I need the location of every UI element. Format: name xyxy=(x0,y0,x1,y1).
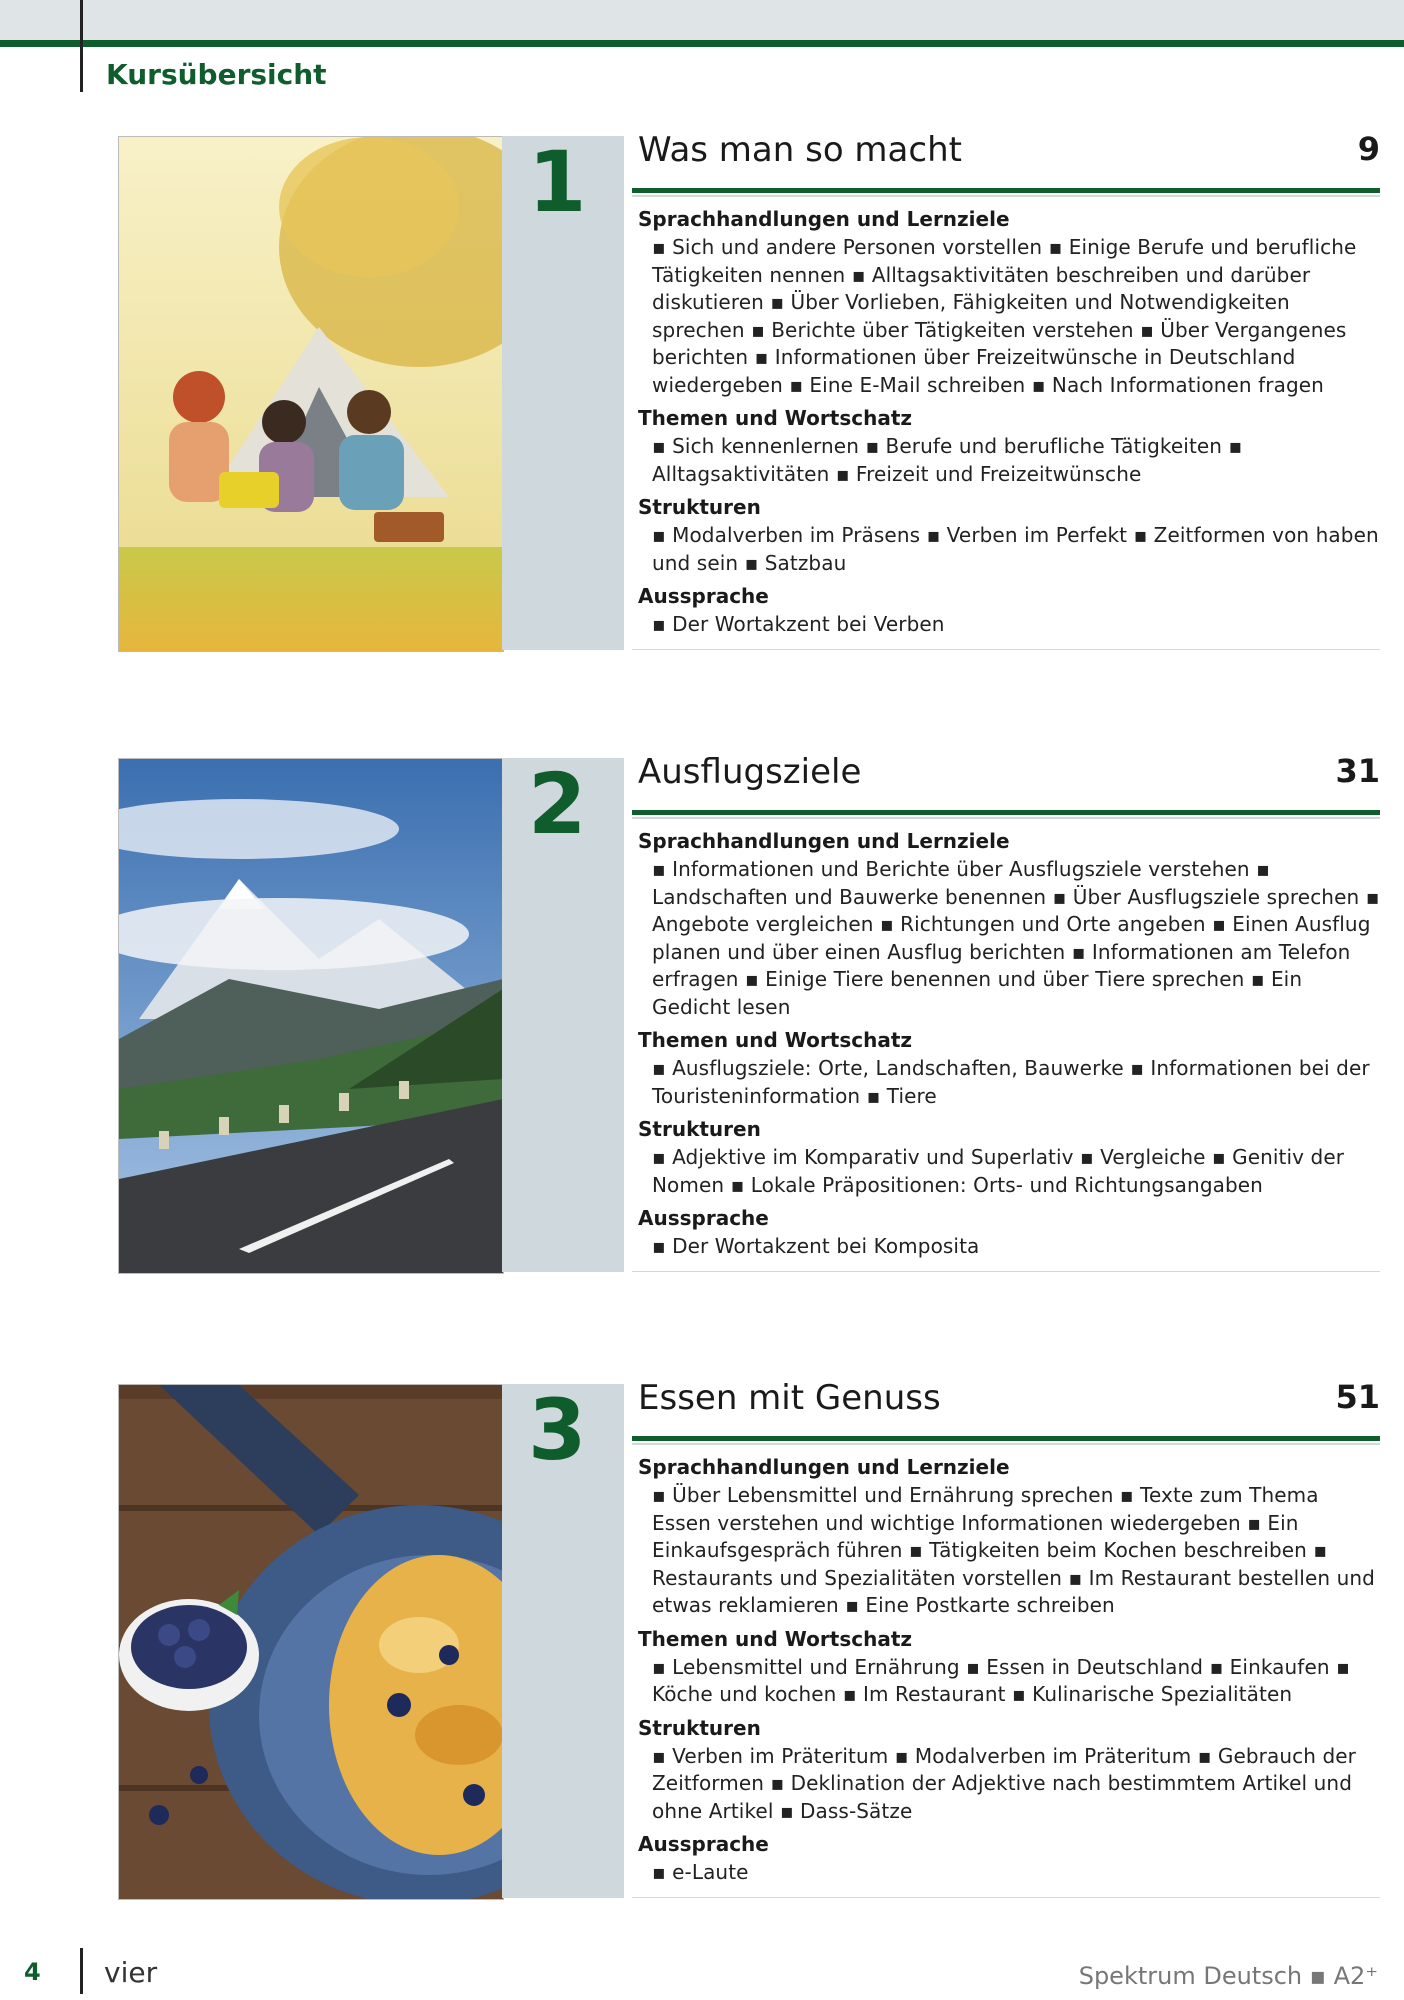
unit-bottom-rule xyxy=(632,649,1380,650)
unit-sections xyxy=(638,828,1380,1267)
section-text: ▪ e-Laute xyxy=(652,1860,749,1884)
unit-3 xyxy=(118,1378,1380,1900)
unit-number-strip xyxy=(502,755,624,1272)
title-rule xyxy=(632,188,1380,193)
section-text: ▪ Verben im Präteritum ▪ Modalverben im Präteritum ▪ Gebrauch der Zeitformen ▪ Deklination der Adjektive nach bestimmtem Artikel und ohne Artikel ▪ Dass-Sätze xyxy=(652,1743,1356,1823)
unit-number: 1 xyxy=(528,133,587,231)
section-text: ▪ Informationen und Berichte über Ausflugsziele verstehen ▪ Landschaften und Bauwerke benennen ▪ Über Ausflugsziele sprechen ▪ Angebote vergleichen ▪ Richtungen und Orte angeben ▪ Einen Ausflug planen und über einen Ausflug berichten ▪ Informationen am Telefon erfragen ▪ Einige Tiere benennen und über Tiere sprechen ▪ Ein Gedicht lesen xyxy=(652,857,1380,1019)
section-heading: Strukturen xyxy=(638,1117,761,1141)
unit-title: Essen mit Genuss xyxy=(638,1378,941,1418)
camping-photo xyxy=(118,136,504,652)
unit-page-number: 51 xyxy=(1335,1378,1380,1416)
unit-title: Ausflugsziele xyxy=(638,752,862,792)
unit-page-number: 31 xyxy=(1335,752,1380,790)
section-text: ▪ Sich und andere Personen vorstellen ▪ Einige Berufe und berufliche Tätigkeiten nennen ▪ Alltagsaktivitäten beschreiben und darüber diskutieren ▪ Über Vorlieben, Fähigkeiten und Notwendigkeiten sprechen ▪ Berichte über Tätigkeiten verstehen ▪ Über Vergangenes berichten ▪ Informationen über Freizeitwünsche in Deutschland wiedergeben ▪ Eine E-Mail schreiben ▪ Nach Informationen fragen xyxy=(652,235,1357,397)
page-title: Kursübersicht xyxy=(106,58,327,91)
section-text: ▪ Sich kennenlernen ▪ Berufe und berufliche Tätigkeiten ▪ Alltagsaktivitäten ▪ Freizeit und Freizeitwünsche xyxy=(652,434,1243,486)
footer-page-number: 4 xyxy=(24,1958,41,1986)
section-text: ▪ Ausflugsziele: Orte, Landschaften, Bauwerke ▪ Informationen bei der Touristeninformation ▪ Tiere xyxy=(652,1056,1370,1108)
unit-2 xyxy=(118,752,1380,1274)
section-heading: Themen und Wortschatz xyxy=(638,1626,913,1651)
mountain-road-photo xyxy=(118,758,504,1274)
section-heading: Aussprache xyxy=(638,1832,769,1856)
unit-sections xyxy=(638,206,1380,645)
unit-content xyxy=(638,130,1380,650)
section-text: ▪ Der Wortakzent bei Komposita xyxy=(652,1234,980,1258)
section-text: ▪ Modalverben im Präsens ▪ Verben im Perfekt ▪ Zeitformen von haben und sein ▪ Satzbau xyxy=(652,523,1379,575)
section-heading: Strukturen xyxy=(638,1715,761,1740)
title-rule xyxy=(632,810,1380,815)
title-subrule xyxy=(632,1443,1380,1445)
unit-bottom-rule xyxy=(632,1271,1380,1272)
section-heading: Aussprache xyxy=(638,584,769,608)
unit-content xyxy=(638,1378,1380,1898)
title-subrule xyxy=(632,195,1380,197)
unit-sections xyxy=(638,1454,1380,1893)
footer-page-word: vier xyxy=(104,1956,158,1989)
title-subrule xyxy=(632,817,1380,819)
section-heading: Sprachhandlungen und Lernziele xyxy=(638,829,1010,853)
section-heading: Themen und Wortschatz xyxy=(638,406,913,430)
header-tick xyxy=(80,0,83,92)
section-heading: Aussprache xyxy=(638,1206,769,1230)
section-text: ▪ Über Lebensmittel und Ernährung sprechen ▪ Texte zum Thema Essen verstehen und wichtige Informationen wiedergeben ▪ Ein Einkaufsgespräch führen ▪ Tätigkeiten beim Kochen beschreiben ▪ Restaurants und Spezialitäten vorstellen ▪ Im Restaurant bestellen und etwas reklamieren ▪ Eine Postkarte schreiben xyxy=(652,1483,1375,1617)
unit-number: 2 xyxy=(528,755,587,853)
footer-separator xyxy=(80,1948,83,1994)
unit-1 xyxy=(118,130,1380,652)
section-heading: Strukturen xyxy=(638,495,761,519)
unit-content xyxy=(638,752,1380,1272)
unit-page-number: 9 xyxy=(1357,130,1380,168)
section-text: ▪ Lebensmittel und Ernährung ▪ Essen in Deutschland ▪ Einkaufen ▪ Köche und kochen ▪ Im Restaurant ▪ Kulinarische Spezialitäten xyxy=(652,1654,1350,1706)
pancake-pan-photo xyxy=(118,1384,504,1900)
section-text: ▪ Der Wortakzent bei Verben xyxy=(652,612,945,636)
section-text: ▪ Adjektive im Komparativ und Superlativ ▪ Vergleiche ▪ Genitiv der Nomen ▪ Lokale Präpositionen: Orts- und Richtungsangaben xyxy=(652,1145,1345,1197)
top-rule xyxy=(0,40,1404,47)
section-heading: Themen und Wortschatz xyxy=(638,1028,913,1052)
unit-bottom-rule xyxy=(632,1897,1380,1898)
unit-number-strip xyxy=(502,1381,624,1898)
section-heading: Sprachhandlungen und Lernziele xyxy=(638,1455,1010,1479)
section-heading: Sprachhandlungen und Lernziele xyxy=(638,207,1010,231)
footer-book-title: Spektrum Deutsch ▪ A2⁺ xyxy=(1078,1962,1378,1990)
unit-number-strip xyxy=(502,133,624,650)
title-rule xyxy=(632,1436,1380,1441)
unit-number: 3 xyxy=(528,1381,587,1479)
top-band xyxy=(0,0,1404,40)
unit-title: Was man so macht xyxy=(638,130,962,170)
